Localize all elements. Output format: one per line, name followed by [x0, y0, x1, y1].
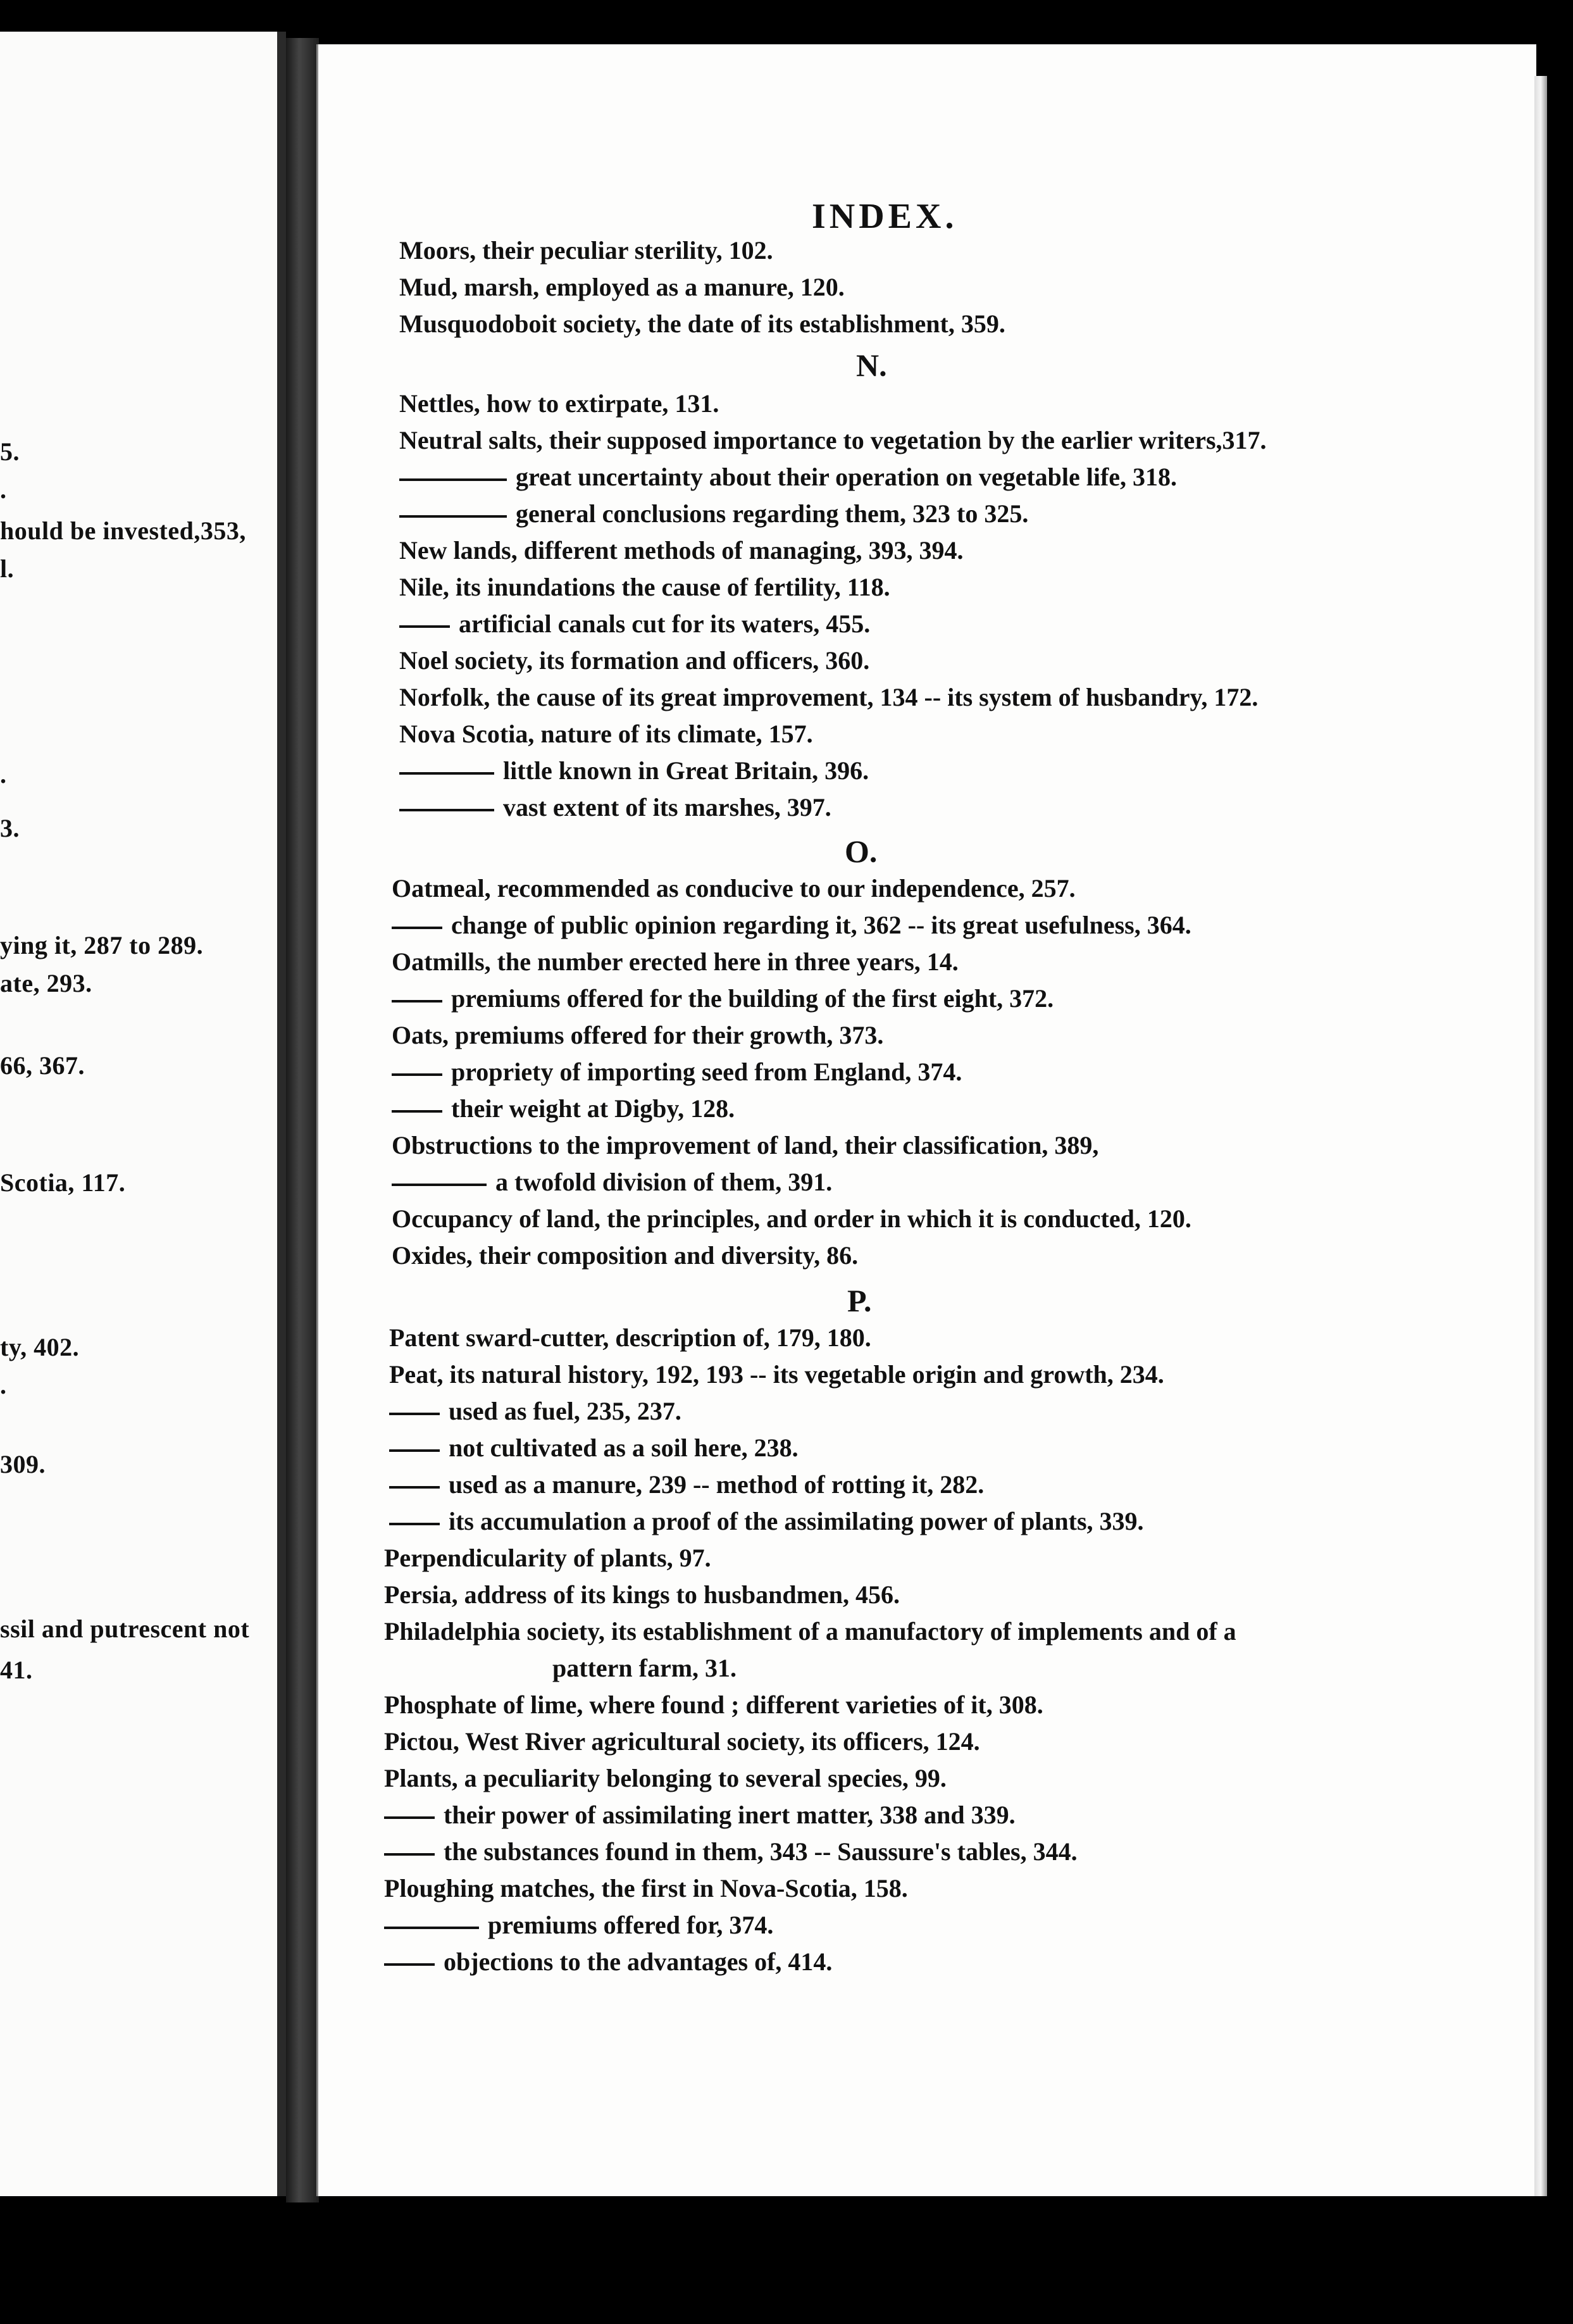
- index-subentry: [392, 1170, 832, 1195]
- index-subentry-text: propriety of importing seed from England, 374.: [451, 1058, 962, 1086]
- index-subentry: [392, 913, 1191, 938]
- index-subentry: [389, 1472, 984, 1497]
- left-page: [0, 32, 286, 2196]
- dash-mark: [399, 478, 507, 481]
- index-entry: Plants, a peculiarity belonging to several species, 99.: [384, 1764, 947, 1792]
- index-entry: Mud, marsh, employed as a manure, 120.: [399, 273, 845, 301]
- index-subentry-text: little known in Great Britain, 396.: [503, 756, 869, 785]
- right-page: [316, 44, 1536, 2196]
- index-entry: Norfolk, the cause of its great improvement, 134 -- its system of husbandry, 172.: [399, 683, 1259, 711]
- index-entry: Phosphate of lime, where found ; different varieties of it, 308.: [384, 1690, 1043, 1719]
- index-subentry-text: not cultivated as a soil here, 238.: [449, 1434, 799, 1462]
- dash-mark: [389, 1449, 440, 1452]
- index-subentry-text: their weight at Digby, 128.: [451, 1094, 735, 1123]
- index-subentry: [384, 1839, 1078, 1865]
- index-subentry-text: the substances found in them, 343 -- Saussure's tables, 344.: [444, 1837, 1078, 1866]
- index-entry: New lands, different methods of managing, 393, 394.: [399, 536, 964, 565]
- index-subentry-text: great uncertainty about their operation on vegetable life, 318.: [516, 463, 1178, 491]
- index-subentry-text: change of public opinion regarding it, 362 -- its great usefulness, 364.: [451, 911, 1191, 939]
- index-subentry: [399, 465, 1177, 490]
- index-subentry: [389, 1435, 799, 1461]
- index-entry: Nettles, how to extirpate, 131.: [399, 389, 719, 418]
- book-binding: [286, 38, 319, 2202]
- index-subentry-text: objections to the advantages of, 414.: [444, 1947, 833, 1976]
- index-subentry: [389, 1399, 681, 1424]
- dash-mark: [392, 1000, 442, 1003]
- dash-mark: [384, 1963, 435, 1966]
- left-fragment: ssil and putrescent not: [0, 1615, 250, 1643]
- index-entry: Oxides, their composition and diversity, 86.: [392, 1241, 859, 1270]
- left-fragment: 3.: [0, 814, 20, 842]
- index-entry: Peat, its natural history, 192, 193 -- its vegetable origin and growth, 234.: [389, 1360, 1164, 1389]
- index-subentry: [399, 758, 869, 784]
- left-fragment: .: [0, 1371, 7, 1399]
- left-fragment: .: [0, 760, 7, 789]
- index-entry: Philadelphia society, its establishment of a manufactory of implements and of a: [384, 1617, 1236, 1646]
- index-subentry: [392, 986, 1054, 1011]
- left-fragment: .: [0, 475, 7, 504]
- dash-mark: [392, 1073, 442, 1076]
- dash-mark: [384, 1816, 435, 1819]
- left-fragment: l.: [0, 554, 15, 583]
- index-subentry-text: their power of assimilating inert matter, 338 and 339.: [444, 1801, 1016, 1829]
- index-subentry: [384, 1949, 832, 1975]
- dash-mark: [399, 772, 494, 775]
- dash-mark: [384, 1853, 435, 1856]
- dash-mark: [389, 1413, 440, 1415]
- index-entry: Oats, premiums offered for their growth, 373.: [392, 1021, 884, 1049]
- index-entry: Ploughing matches, the first in Nova-Scotia, 158.: [384, 1874, 908, 1902]
- left-fragment: Scotia, 117.: [0, 1168, 126, 1197]
- index-subentry: [399, 611, 870, 637]
- index-entry: Neutral salts, their supposed importance to vegetation by the earlier writers,317.: [399, 426, 1267, 454]
- dash-mark: [392, 927, 442, 929]
- left-fragment: 66, 367.: [0, 1051, 85, 1080]
- index-subentry: [392, 1059, 962, 1085]
- index-entry: Oatmeal, recommended as conducive to our independence, 257.: [392, 874, 1076, 903]
- index-entry: Patent sward-cutter, description of, 179, 180.: [389, 1323, 871, 1352]
- section-letter-n: N.: [856, 347, 887, 383]
- index-subentry-text: vast extent of its marshes, 397.: [503, 793, 831, 822]
- index-entry: Occupancy of land, the principles, and order in which it is conducted, 120.: [392, 1204, 1191, 1233]
- index-entry: Persia, address of its kings to husbandmen, 456.: [384, 1580, 900, 1609]
- index-subentry-text: a twofold division of them, 391.: [495, 1168, 833, 1196]
- index-subentry-text: artificial canals cut for its waters, 455.: [459, 609, 871, 638]
- left-fragment: ate, 293.: [0, 969, 92, 997]
- left-fragment: 309.: [0, 1450, 46, 1478]
- index-subentry: [399, 501, 1028, 527]
- index-subentry: [384, 1913, 773, 1938]
- index-subentry-text: used as a manure, 239 -- method of rotting it, 282.: [449, 1470, 985, 1499]
- index-subentry: [392, 1096, 735, 1121]
- dash-mark: [392, 1110, 442, 1113]
- index-entry: Nova Scotia, nature of its climate, 157.: [399, 720, 813, 748]
- index-entry: Oatmills, the number erected here in three years, 14.: [392, 947, 959, 976]
- index-subentry-text: used as fuel, 235, 237.: [449, 1397, 681, 1425]
- index-entry: Moors, their peculiar sterility, 102.: [399, 236, 773, 265]
- page-title: INDEX.: [812, 197, 958, 236]
- index-subentry-text: general conclusions regarding them, 323 to 325.: [516, 499, 1029, 528]
- index-entry-continuation: pattern farm, 31.: [552, 1654, 737, 1682]
- page-edge: [1534, 76, 1547, 2196]
- dash-mark: [384, 1927, 479, 1929]
- dash-mark: [389, 1486, 440, 1489]
- index-entry: Obstructions to the improvement of land, their classification, 389,: [392, 1131, 1099, 1159]
- index-subentry: [384, 1802, 1016, 1828]
- dash-mark: [392, 1184, 487, 1186]
- index-subentry: [399, 795, 831, 820]
- index-entry: Nile, its inundations the cause of fertility, 118.: [399, 573, 890, 601]
- index-entry: Pictou, West River agricultural society, its officers, 124.: [384, 1727, 980, 1756]
- left-fragment: 5.: [0, 437, 20, 466]
- section-letter-o: O.: [845, 834, 878, 869]
- left-fragment: 41.: [0, 1656, 33, 1684]
- dash-mark: [399, 515, 507, 518]
- index-subentry-text: premiums offered for the building of the first eight, 372.: [451, 984, 1054, 1013]
- index-subentry-text: its accumulation a proof of the assimilating power of plants, 339.: [449, 1507, 1144, 1535]
- index-entry: Musquodoboit society, the date of its establishment, 359.: [399, 309, 1005, 338]
- section-letter-p: P.: [847, 1283, 872, 1318]
- index-subentry: [389, 1509, 1144, 1534]
- left-fragment: ying it, 287 to 289.: [0, 931, 204, 959]
- dash-mark: [389, 1523, 440, 1525]
- index-entry: Noel society, its formation and officers, 360.: [399, 646, 870, 675]
- dash-mark: [399, 625, 450, 628]
- dash-mark: [399, 809, 494, 811]
- index-entry: Perpendicularity of plants, 97.: [384, 1544, 711, 1572]
- index-subentry-text: premiums offered for, 374.: [488, 1911, 774, 1939]
- left-fragment: ty, 402.: [0, 1333, 80, 1361]
- left-fragment: hould be invested,353,: [0, 516, 246, 545]
